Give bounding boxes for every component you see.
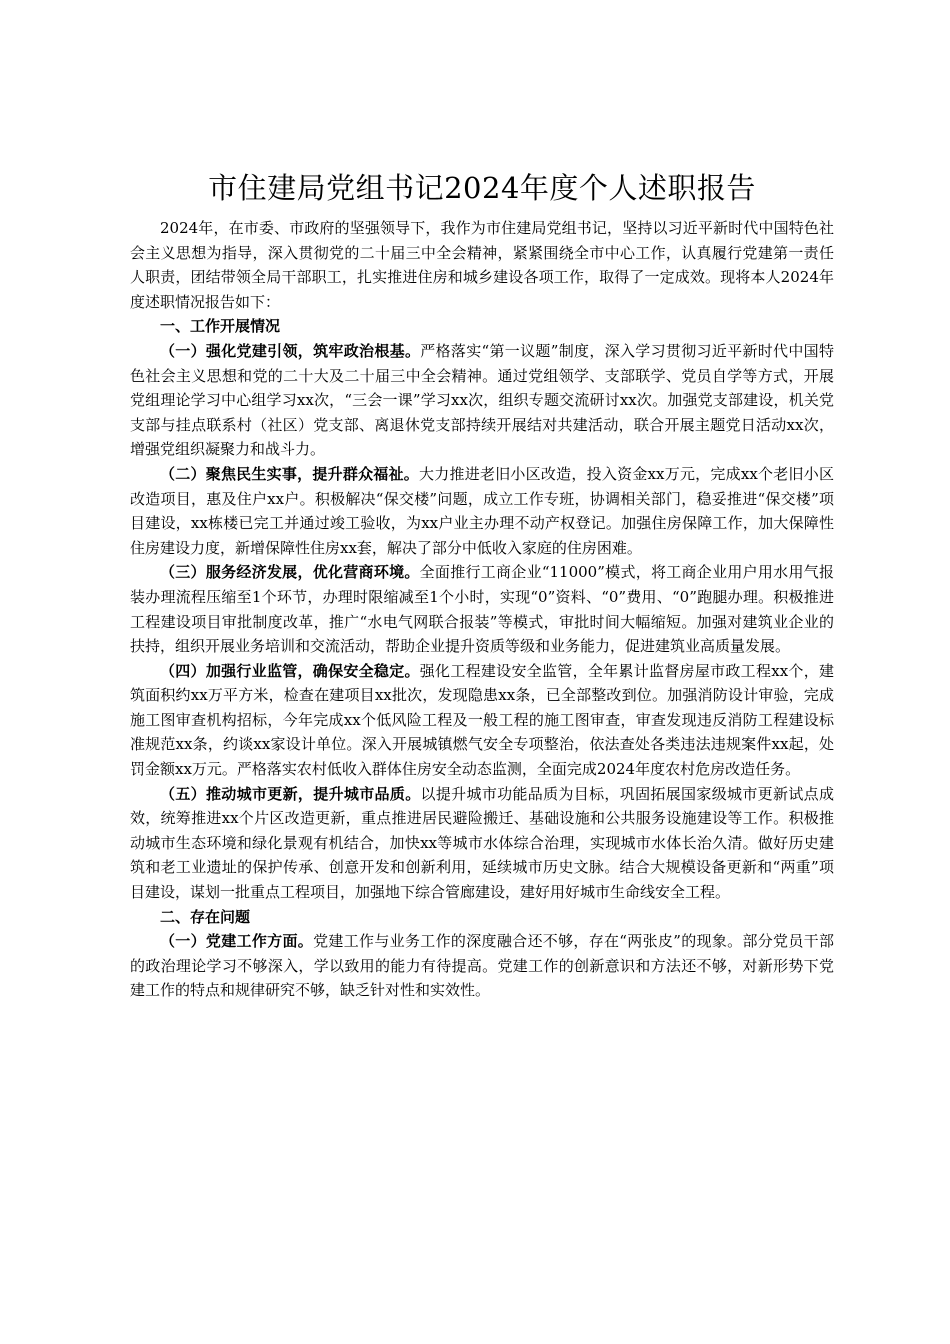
item-lead: （二）聚焦民生实事，提升群众福祉。 xyxy=(160,464,420,483)
item-lead: （三）服务经济发展，优化营商环境。 xyxy=(160,563,420,582)
document-title: 市住建局党组书记2024年度个人述职报告 xyxy=(208,171,756,205)
item-text: 以提升城市功能品质为目标，巩固拓展国家级城市更新试点成效，统筹推进xx个片区改造更新，重点推进居民避险搬迁、基础设施和公共服务设施建设等工作。积极推动城市生态环境和绿化景观有机结合，加快xx等城市水体综合治理，实现城市水体长治久清。做好历史建筑和老工业遗址的保护传承、创意开发和创新利用，延续城市历史文脉。结合大规模设备更新和“两重”项目建设，谋划一批重点工程项目，加强地下综合管廊建设，建好用好城市生命线安全工程。 xyxy=(130,784,834,902)
document-page xyxy=(130,168,834,1003)
section-heading-problems: 二、存在问题 xyxy=(160,907,251,926)
intro-paragraph: 2024年，在市委、市政府的坚强领导下，我作为市住建局党组书记，坚持以习近平新时代中国特色社会主义思想为指导，深入贯彻党的二十届三中全会精神，紧紧围绕全市中心工作，认真履行党建第一责任人职责，团结带领全局干部职工，扎实推进住房和城乡建设各项工作，取得了一定成效。现将本人2024年度述职情况报告如下： xyxy=(130,219,834,311)
item-text: 强化工程建设安全监管，全年累计监督房屋市政工程xx个，建筑面积约xx万平方米，检查在建项目xx批次，发现隐患xx条，已全部整改到位。加强消防设计审验，完成施工图审查机构招标，今年完成xx个低风险工程及一般工程的施工图审查，审查发现违反消防工程建设标准规范xx条，约谈xx家设计单位。深入开展城镇燃气安全专项整治，依法查处各类违法违规案件xx起，处罚金额xx万元。严格落实农村低收入群体住房安全动态监测，全面完成2024年度农村危房改造任务。 xyxy=(130,661,834,779)
work-item-livelihood xyxy=(130,462,834,560)
problem-item-party-building xyxy=(130,929,834,1003)
item-text: 党建工作与业务工作的深度融合还不够，存在“两张皮”的现象。部分党员干部的政治理论学习不够深入，学以致用的能力有待提高。党建工作的创新意识和方法还不够，对新形势下党建工作的特点和规律研究不够，缺乏针对性和实效性。 xyxy=(130,932,834,1000)
item-text: 严格落实“第一议题”制度，深入学习贯彻习近平新时代中国特色社会主义思想和党的二十大及二十届三中全会精神。通过党组领学、支部联学、党员自学等方式，开展党组理论学习中心组学习xx次，“三会一课”学习xx次，组织专题交流研讨xx次。加强党支部建设，机关党支部与挂点联系村（社区）党支部、离退休党支部持续开展结对共建活动，联合开展主题党日活动xx次，增强党组织凝聚力和战斗力。 xyxy=(130,341,834,459)
item-lead: （五）推动城市更新，提升城市品质。 xyxy=(160,784,421,803)
work-item-urban-renewal xyxy=(130,782,834,905)
item-lead: （四）加强行业监管，确保安全稳定。 xyxy=(160,661,420,680)
section-heading-work: 一、工作开展情况 xyxy=(160,317,281,336)
item-text: 全面推行工商企业“11000”模式，将工商企业用户用水用气报装办理流程压缩至1个环节，办理时限缩减至1个小时，实现“0”资料、“0”费用、“0”跑腿办理。积极推进工程建设项目审批制度改革，推广“水电气网联合报装”等模式，审批时间大幅缩短。加强对建筑业企业的扶持，组织开展业务培训和交流活动，帮助企业提升资质等级和业务能力，促进建筑业高质量发展。 xyxy=(130,563,834,656)
item-text: 大力推进老旧小区改造，投入资金xx万元，完成xx个老旧小区改造项目，惠及住户xx户。积极解决“保交楼”问题，成立工作专班，协调相关部门，稳妥推进“保交楼”项目建设，xx栋楼已完工并通过竣工验收，为xx户业主办理不动产权登记。加强住房保障工作，加大保障性住房建设力度，新增保障性住房xx套，解决了部分中低收入家庭的住房困难。 xyxy=(130,464,834,557)
work-item-supervision xyxy=(130,659,834,782)
item-lead: （一）党建工作方面。 xyxy=(160,932,314,951)
work-item-economy xyxy=(130,560,834,658)
work-item-party-building xyxy=(130,339,834,462)
item-lead: （一）强化党建引领，筑牢政治根基。 xyxy=(160,341,421,360)
